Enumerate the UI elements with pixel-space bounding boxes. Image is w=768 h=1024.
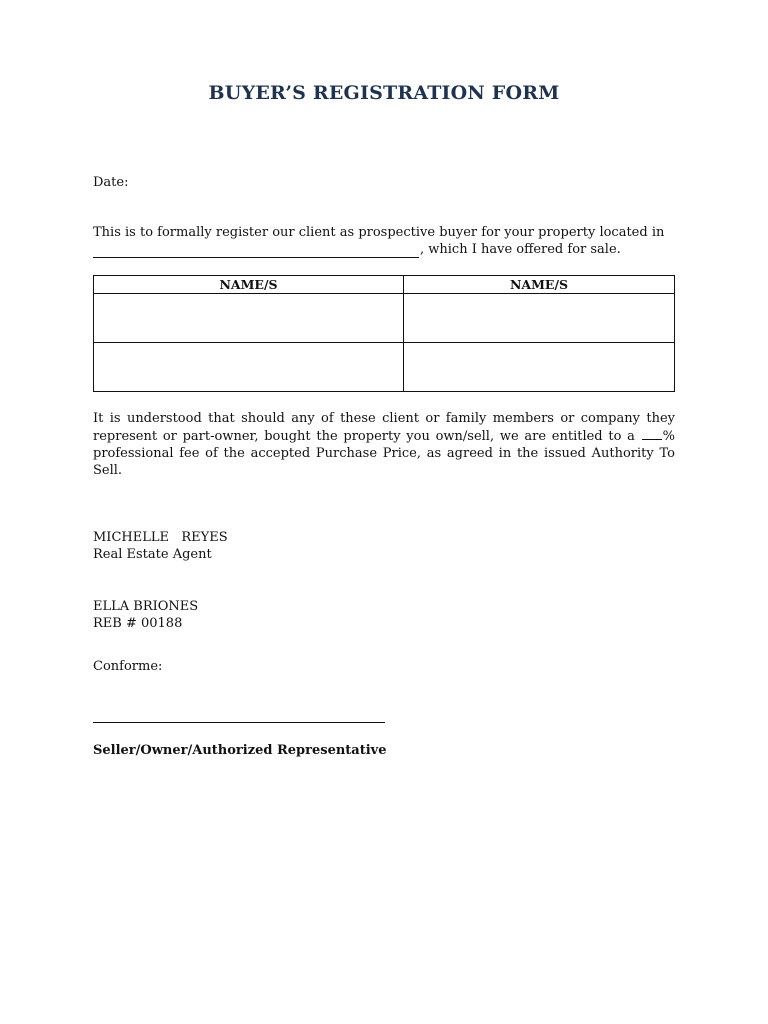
table-cell[interactable] <box>94 294 404 343</box>
broker-name: ELLA BRIONES <box>93 599 199 614</box>
table-cell[interactable] <box>94 343 404 392</box>
agent-name: MICHELLE REYES <box>93 530 228 545</box>
intro-text-line2-wrapper <box>93 241 621 258</box>
table-header-names-1: NAME/S <box>94 276 404 294</box>
fee-percent-blank[interactable] <box>642 427 662 440</box>
terms-paragraph <box>93 410 675 479</box>
table-row <box>94 294 675 343</box>
terms-text-part2: professional fee of the accepted Purchase Price, as agreed in the issued Authority To Sell. <box>93 446 675 478</box>
table-cell[interactable] <box>404 294 675 343</box>
buyer-names-table <box>93 275 675 392</box>
intro-text-line1: This is to formally register our client as prospective buyer for your property located in <box>93 225 665 240</box>
table-header-row <box>94 276 675 294</box>
terms-text-part1: It is understood that should any of these client or family members or company they represent or part-owner, bought the property you own/sell, we are entitled to a <box>93 411 675 444</box>
agent-role: Real Estate Agent <box>93 547 212 562</box>
signature-label: Seller/Owner/Authorized Representative <box>93 743 387 758</box>
signature-line[interactable] <box>93 722 385 723</box>
broker-reb-number: REB # 00188 <box>93 616 183 631</box>
table-row <box>94 343 675 392</box>
conforme-label: Conforme: <box>93 659 163 674</box>
table-cell[interactable] <box>404 343 675 392</box>
table-header-names-2: NAME/S <box>404 276 675 294</box>
property-location-blank[interactable] <box>93 244 419 258</box>
form-title: BUYER’S REGISTRATION FORM <box>208 82 560 104</box>
intro-text-line2: , which I have offered for sale. <box>420 242 621 257</box>
date-label: Date: <box>93 175 129 190</box>
percent-sign: % <box>662 429 675 444</box>
